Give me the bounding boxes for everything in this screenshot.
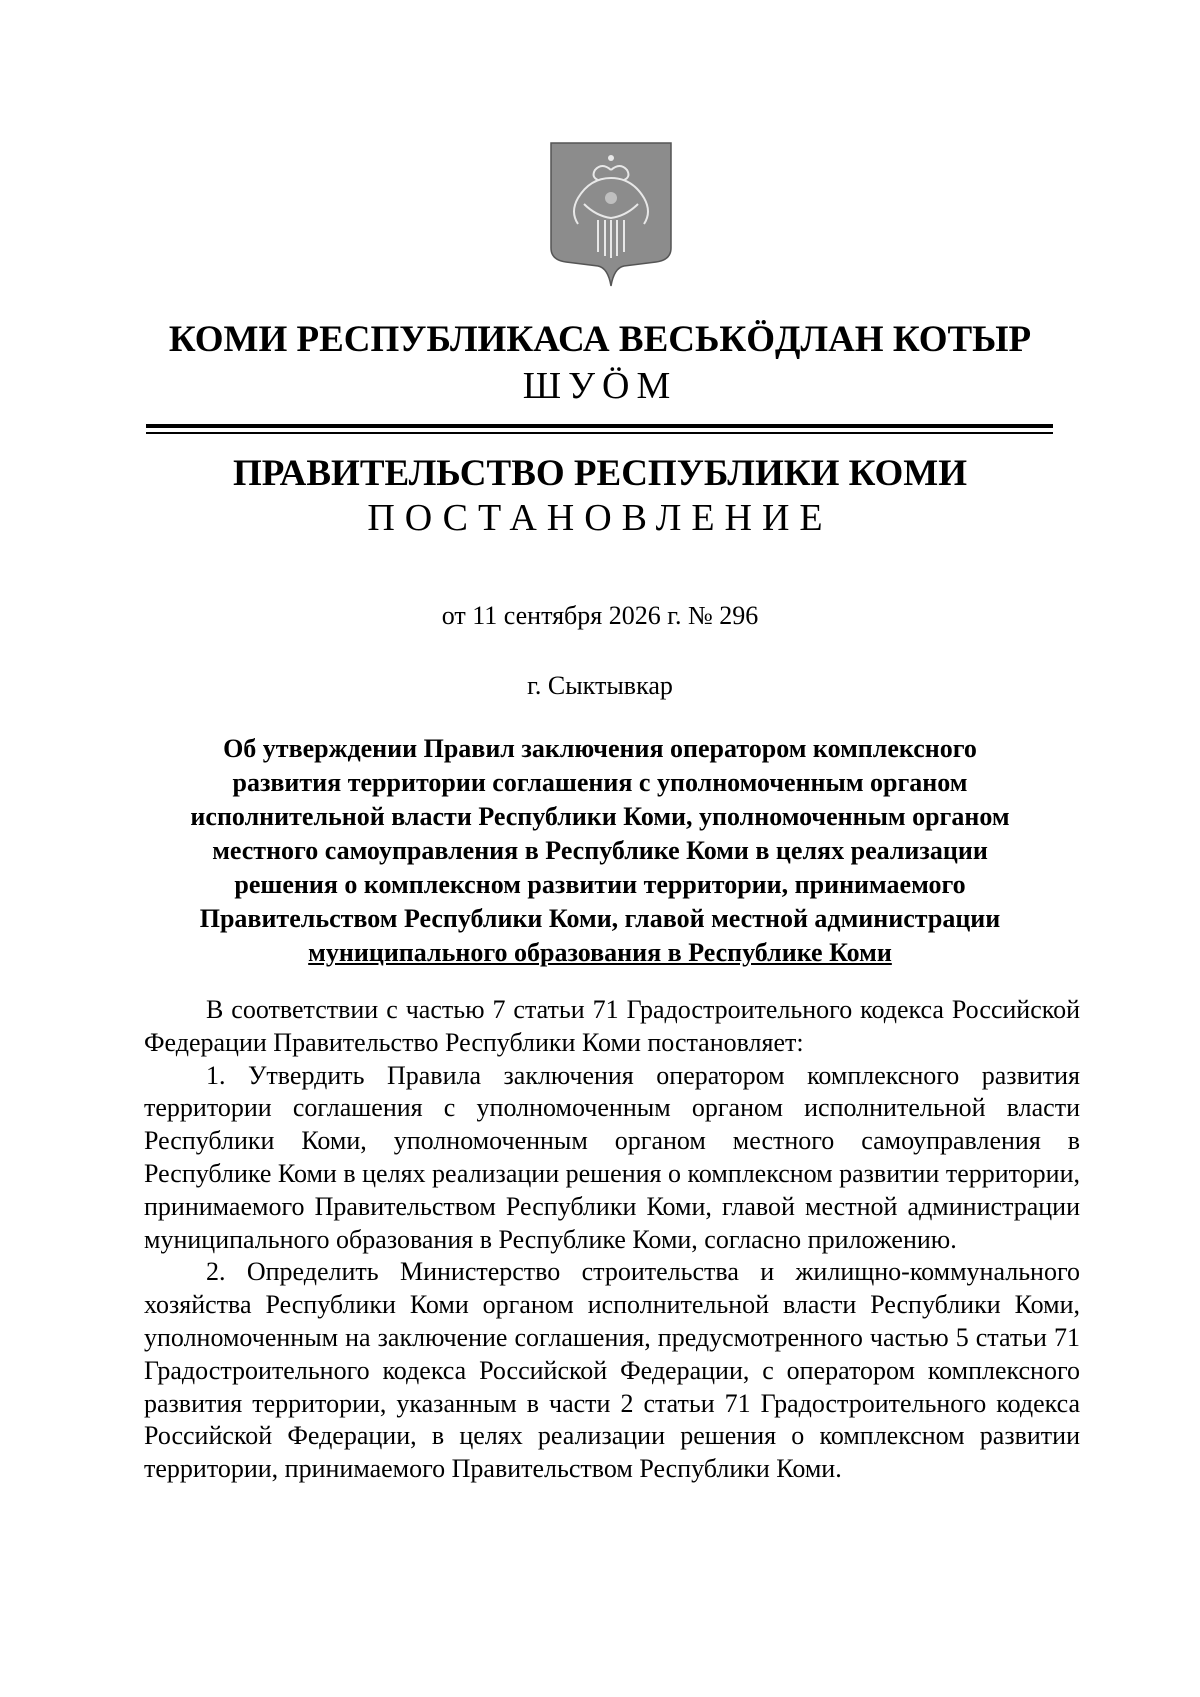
heading-line: Правительством Республики Коми, главой местной администрации (199, 904, 1001, 933)
heading-line: исполнительной власти Республики Коми, уполномоченным органом (190, 802, 1010, 831)
clause-1-paragraph: 1. Утвердить Правила заключения оператором комплексного развития территории соглашения с уполномоченным органом исполнительной власти Республики Коми, уполномоченным органом местного самоуправления в Республике Коми в целях реализации решения о комплексном развитии территории, принимаемого Правительством Республики Коми, главой местной администрации муниципального образования в Республике Коми, согласно приложению. (144, 1060, 1080, 1254)
clause-2-paragraph: 2. Определить Министерство строительства и жилищно-коммунального хозяйства Республики Коми органом исполнительной власти Республики Коми, уполномоченным на заключение соглашения, предусмотренного частью 5 статьи 71 Градостроительного кодекса Российской Федерации, с оператором комплексного развития территории, указанным в части 2 статьи 71 Градостроительного кодекса Российской Федерации, в целях реализации решения о комплексном развитии территории, принимаемого Правительством Республики Коми. (144, 1257, 1080, 1484)
heading-line-underlined: муниципального образования в Республике Коми (308, 938, 892, 967)
komi-org-title: КОМИ РЕСПУБЛИКАСА ВЕСЬКӦДЛАН КОТЫР (168, 319, 1032, 360)
date-and-number: от 11 сентября 2026 г. № 296 (441, 601, 759, 630)
document-body (144, 994, 1080, 1486)
gov-org-title: ПРАВИТЕЛЬСТВО РЕСПУБЛИКИ КОМИ (233, 453, 967, 494)
preamble-paragraph: В соответствии с частью 7 статьи 71 Градостроительного кодекса Российской Федерации Правительство Республики Коми постановляет: (144, 995, 1080, 1057)
document-heading (140, 732, 1060, 970)
heading-line: развития территории соглашения с уполномоченным органом (232, 768, 968, 797)
komi-doc-type: ШУӦМ (522, 365, 678, 407)
city: г. Сыктывкар (527, 671, 673, 700)
gov-doc-type: ПОСТАНОВЛЕНИЕ (367, 497, 833, 539)
header-divider-thin (146, 432, 1053, 434)
header-divider-thick (146, 424, 1053, 428)
heading-line: решения о комплексном развитии территории, принимаемого (234, 870, 966, 899)
coat-of-arms-icon (548, 140, 674, 290)
heading-line: Об утверждении Правил заключения оператором комплексного (223, 734, 977, 763)
heading-line: местного самоуправления в Республике Коми в целях реализации (212, 836, 988, 865)
